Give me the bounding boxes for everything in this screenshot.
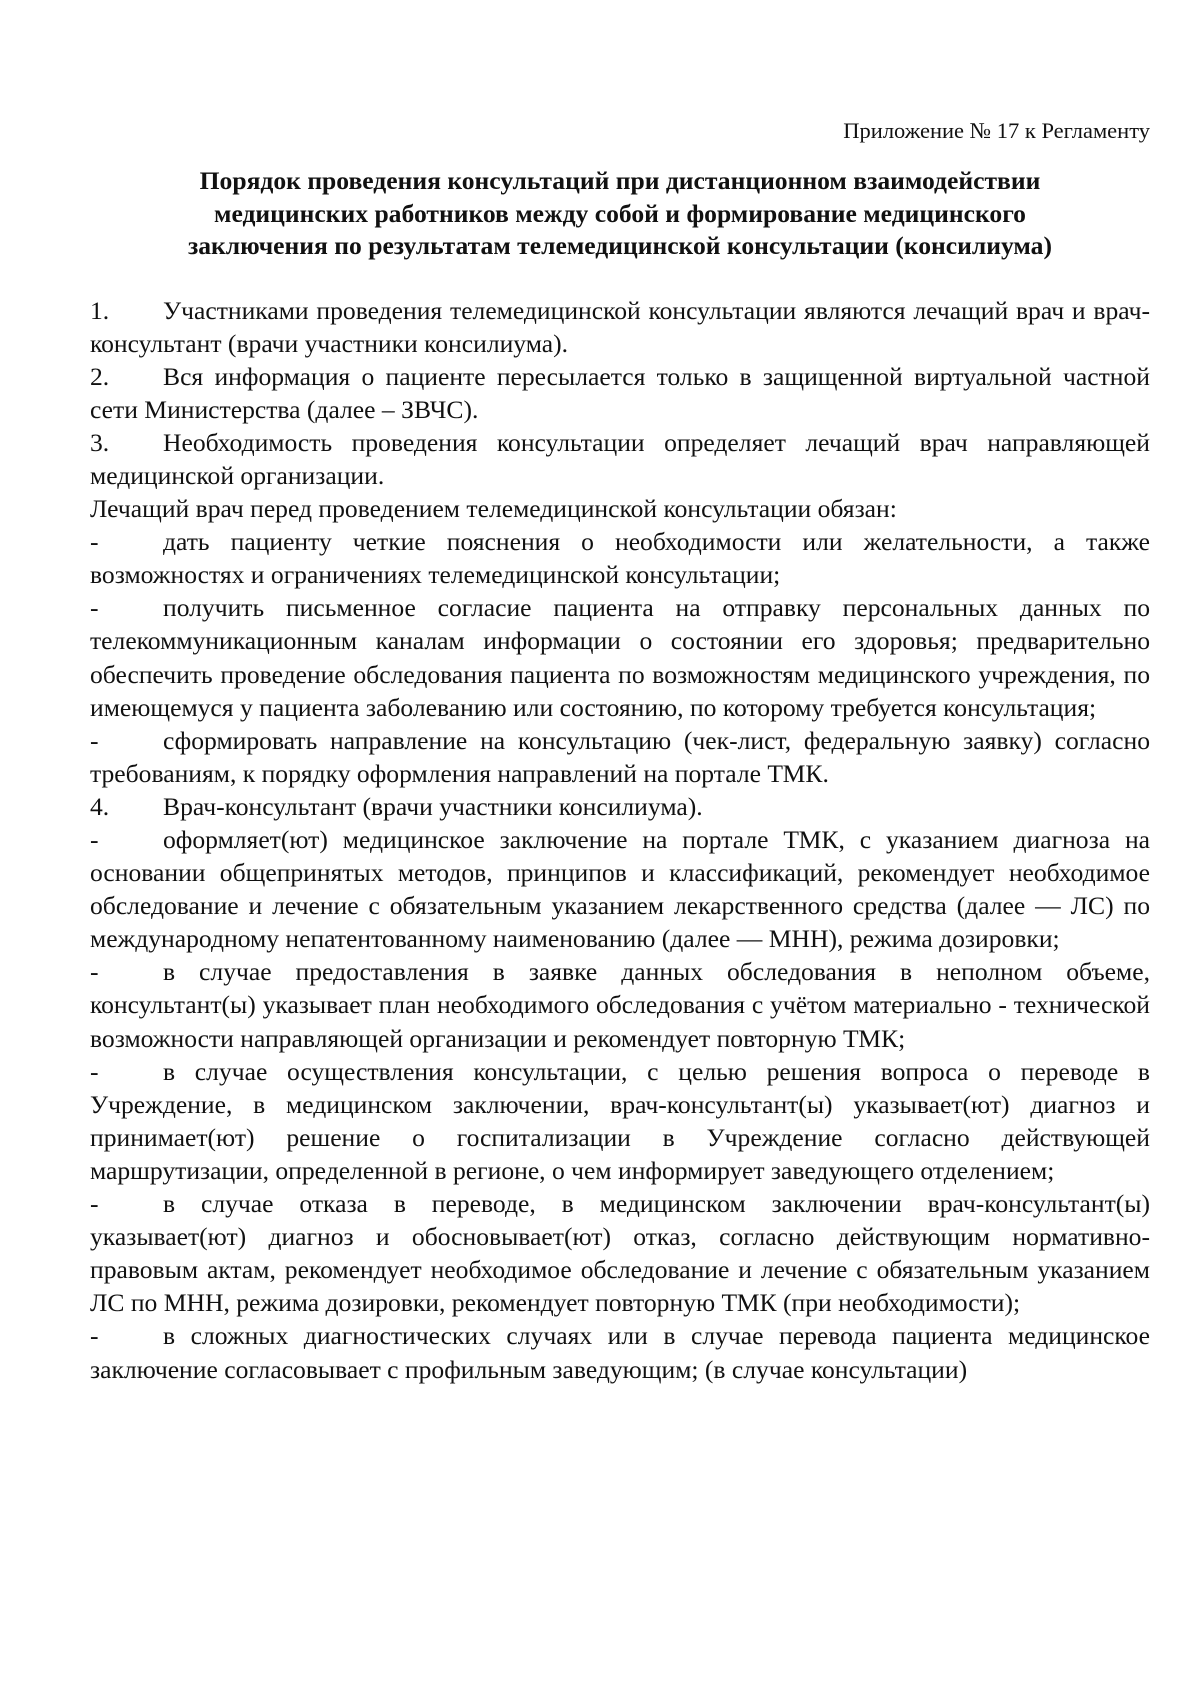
paragraph-text: Вся информация о пациенте пересылается только в защищенной виртуальной частной сети Министерства (далее – ЗВЧС). [90,361,1150,424]
paragraph-marker: 2. [90,361,110,391]
paragraph-text: Лечащий врач перед проведением телемедицинской консультации обязан: [90,494,897,524]
paragraph-2 [90,360,1150,426]
paragraph-text: в случае отказа в переводе, в медицинском заключении врач-консультант(ы) указывает(ют) диагноз и обосновывает(ют) отказ, согласно действующим нормативно- правовым актам, рекомендует необходимое обследование и лечение с обязательным указанием ЛС по МНН, режима дозировки, рекомендует повторную ТМК (при необходимости); [90,1189,1150,1318]
list-item [90,955,1150,1054]
paragraph-text: получить письменное согласие пациента на отправку персональных данных по телекоммуникационным каналам информации о состоянии его здоровья; предварительно обеспечить проведение обследования пациента по возможностям медицинского учреждения, по имеющемуся у пациента заболеванию или состоянию, по которому требуется консультация; [90,593,1150,722]
list-item [90,525,1150,591]
list-item [90,1055,1150,1187]
list-item [90,1319,1150,1385]
paragraph-text: в случае осуществления консультации, с целью решения вопроса о переводе в Учреждение, в медицинском заключении, врач-консультант(ы) указывает(ют) диагноз и принимает(ют) решение о госпитализации в Учреждение согласно действующей маршрутизации, определенной в регионе, о чем информирует заведующего отделением; [90,1056,1150,1185]
paragraph-marker: - [90,825,99,854]
paragraph-text: сформировать направление на консультацию (чек-лист, федеральную заявку) согласно требованиям, к порядку оформления направлений на портале ТМК. [90,725,1150,788]
paragraph-marker: - [90,725,99,755]
list-item [90,724,1150,790]
list-item [90,823,1150,955]
title-line: заключения по результатам телемедицинской консультации (консилиума) [187,231,1053,260]
paragraph-text: в случае предоставления в заявке данных обследования в неполном объеме, консультант(ы) указывает план необходимого обследования с учётом материально - технической возможности направляющей организации и рекомендует повторную ТМК; [90,957,1150,1053]
document-body [90,294,1150,1386]
paragraph-marker: - [90,593,99,623]
document-title [90,165,1150,263]
paragraph-text: оформляет(ют) медицинское заключение на портале ТМК, с указанием диагноза на основании общепринятых методов, принципов и классификаций, рекомендует необходимое обследование и лечение с обязательным указанием лекарственного средства (далее — ЛС) по международному непатентованному наименованию (далее — МНН), режима дозировки; [90,825,1150,954]
paragraph-marker: 3. [90,427,110,457]
paragraph-text: дать пациенту четкие пояснения о необходимости или желательности, а также возможностях и ограничениях телемедицинской консультации; [90,527,1150,590]
paragraph-marker: - [90,527,99,557]
list-item [90,591,1150,723]
paragraph-3 [90,426,1150,492]
paragraph-1 [90,294,1150,360]
document-page [90,100,1150,1386]
paragraph-marker: 4. [90,791,110,821]
paragraph-marker: 1. [90,295,110,325]
paragraph-marker: - [90,1189,99,1219]
paragraph-marker: - [90,1321,99,1351]
title-line: Порядок проведения консультаций при дистанционном взаимодействии [199,166,1041,195]
paragraph-intro [90,492,1150,525]
title-line: медицинских работников между собой и формирование медицинского [214,198,1026,228]
paragraph-text: Врач-консультант (врачи участники консилиума). [163,791,703,821]
paragraph-text: Необходимость проведения консультации определяет лечащий врач направляющей медицинской организации. [90,427,1150,490]
paragraph-marker: - [90,1056,99,1086]
paragraph-marker: - [90,957,99,987]
appendix-label: Приложение № 17 к Регламенту [843,118,1150,143]
list-item [90,1187,1150,1319]
paragraph-text: Участниками проведения телемедицинской консультации являются лечащий врач и врач-консультант (врачи участники консилиума). [90,295,1150,358]
paragraph-4 [90,790,1150,823]
paragraph-text: в сложных диагностических случаях или в случае перевода пациента медицинское заключение согласовывает с профильным заведующим; (в случае консультации) [90,1321,1150,1384]
